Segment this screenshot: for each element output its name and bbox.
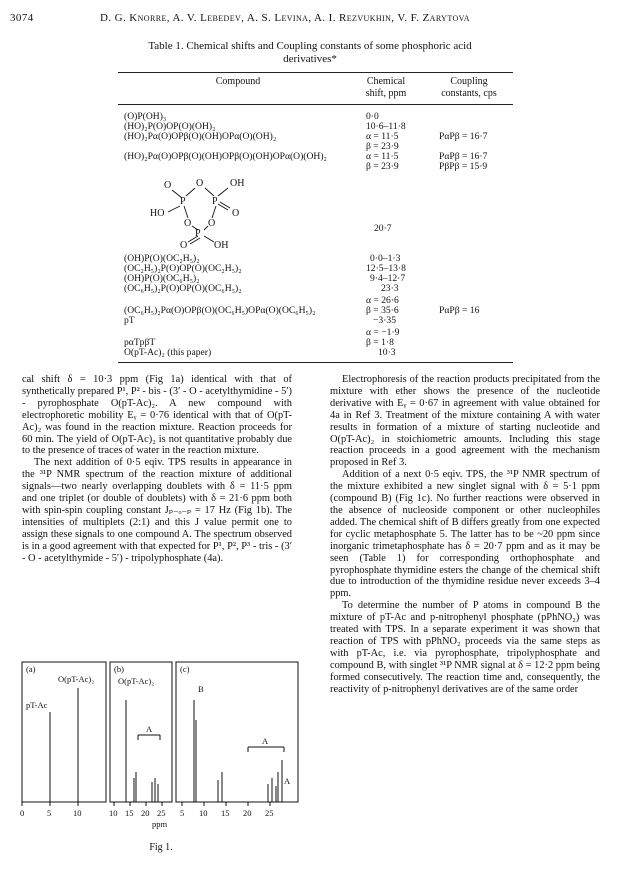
struct-atom: O [232, 208, 240, 219]
table-cell-shift: α = −1·9 [366, 327, 400, 338]
table-cell-shift: 0·0–1·3 [370, 253, 401, 264]
axis-unit: ppm [152, 819, 168, 829]
table-cell-compound: (HO)₂Pα(O)OPβ(O)(OH)OPβ(O)(OH)OPα(O)(OH)₂ [124, 151, 327, 162]
table-cell-shift: 10·6–11·8 [366, 121, 406, 132]
table-cell-coupling: PαPβ = 16·7 [439, 151, 488, 162]
header-coupling [428, 76, 510, 100]
panel-c-label: (c) [180, 664, 190, 674]
struct-atom: P [212, 196, 218, 207]
paragraph: The next addition of 0·5 eqiv. TPS results in appearance in the ³¹P NMR spectrum of the reaction mixture of additional signals—two nearly overlapping doublets with δ = 11·5 ppm and one triplet (or double of doublets) with δ = 21·6 ppm both with spin-spin coupling constant Jₚ₋ₒ₋ₚ = 17 Hz (Fig 1b). The intensities of multiplets (2:1) and this J value permit one to assign these signals to one compound A. The spectrum observed is in a good agreement with that expected for P¹, P², P³ - tris - (3′ - O - acetylthymide - 5′) - tripolyphosphate (4a). [22, 457, 292, 564]
struct-atom: O [164, 180, 172, 191]
tick-label: 0 [20, 808, 25, 818]
table-caption [110, 40, 510, 66]
table-cell-compound: pαTpβT [124, 337, 156, 348]
tick-label: 10 [199, 808, 208, 818]
tick-label: 20 [141, 808, 150, 818]
table-cell-compound: (HO)₂Pα(O)OPβ(O)(OH)OPα(O)(OH)₂ [124, 131, 277, 142]
table-cell-compound: (OC₆H₅)₂Pα(O)OPβ(O)(OC₆H₅)OPα(O)(OC₆H₅)₂ [124, 305, 316, 316]
tick-label: 15 [221, 808, 230, 818]
table-cell-shift: α = 26·6 [366, 295, 399, 306]
label-ptac: pT-Ac [26, 700, 48, 710]
tick-label: 20 [243, 808, 252, 818]
label-optac2-a: O(pT-Ac)₂ [58, 674, 95, 684]
tick-label: 25 [157, 808, 166, 818]
header-shift-line-1: Chemical [366, 76, 406, 87]
tick-label: 5 [180, 808, 185, 818]
paragraph: To determine the number of P atoms in compound B the mixture of pT-Ac and p-nitrophenyl phosphate (pPhNO₂) was treated with TPS. In a separate experiment it was shown that reaction of TPS with pPhNO₂ proceeds via the same steps as with pT-Ac, i.e. via pyrophosphate, tripolyphosphate and compound B, with singlet ³¹P NMR signal at δ = 12·2 ppm being formed consecutively. The reaction time and, consequently, the reactivity of p-nitrophenyl derivatives are of the same order [330, 600, 600, 695]
table-cell-shift: 9·4–12·7 [370, 273, 406, 284]
table-top-rule [118, 72, 513, 73]
panel-b-label: (b) [114, 664, 124, 674]
table-cell-coupling: PαPβ = 16·7 [439, 131, 488, 142]
label-B: B [198, 684, 204, 694]
tick-label: 10 [73, 808, 82, 818]
table-cell-coupling: PαPβ = 16 [439, 305, 480, 316]
struct-atom: HO [150, 208, 165, 219]
page-number: 3074 [10, 12, 34, 24]
header-shift [354, 76, 418, 100]
table-cell-shift: 20·7 [374, 223, 392, 234]
table-cell-shift: 23·3 [381, 283, 399, 294]
table-cell-shift: 10·3 [378, 347, 396, 358]
table-cell-shift: 0·0 [366, 111, 379, 122]
table-cell-shift: α = 11·5 [366, 131, 399, 142]
header-coupling-line-2: constants, cps [441, 88, 497, 99]
table-cell-compound: O(pT-Ac)₂ (this paper) [124, 347, 212, 358]
tick-label: 15 [125, 808, 134, 818]
header-compound: Compound [215, 76, 261, 87]
struct-atom: O [180, 240, 188, 251]
left-text-column [22, 374, 292, 565]
label-A-c2: A [284, 776, 291, 786]
struct-atom: OH [214, 240, 229, 251]
struct-atom: P [195, 228, 201, 239]
trimetaphosphate-structure [148, 174, 268, 251]
table-bottom-rule [118, 362, 513, 363]
table-cell-compound: (OC₆H₅)₂P(O)OP(O)(OC₆H₅)₂ [124, 283, 242, 294]
table-cell-compound: (O)P(OH)₃ [124, 111, 167, 122]
table-cell-shift: β = 23·9 [366, 161, 399, 172]
tick-label: 25 [265, 808, 274, 818]
struct-atom: OH [230, 178, 245, 189]
struct-atom: O [208, 218, 216, 229]
table-cell-coupling: PβPβ = 15·9 [439, 161, 488, 172]
author-line: D. G. Knorre, A. V. Lebedev, A. S. Levina, A. I. Rezvukhin, V. F. Zarytova [100, 12, 470, 24]
table-cell-compound: (OH)P(O)(OC₆H₅)₂ [124, 273, 200, 284]
table-caption-line-2: derivatives* [283, 53, 337, 65]
table-header-rule [118, 104, 513, 105]
panel-a-label: (a) [26, 664, 36, 674]
label-optac2-b: O(pT-Ac)₂ [118, 676, 155, 686]
header-coupling-line-1: Coupling [450, 76, 488, 87]
paragraph: Addition of a next 0·5 eqiv. TPS, the ³¹P NMR spectrum of the mixture exhibited a new singlet signal with δ = 5·1 ppm (compound B) (Fig 1c). No further reactions were observed in the absence of nucleoside component or other nucleophiles added. The chemical shift of B differs greatly from one expected for cyclic metaphosphate 5. The latter has to be ~20 ppm since inorganic trimetaphosphate has δ = 20·7 ppm and as it may be seen (Table 1) for corresponding orthophosphate and pyrophosphate thymidine esters the change of the chemical shift due to introduction of the thymidine residue never exceeds 3–4 ppm. [330, 469, 600, 600]
paragraph: Electrophoresis of the reaction products precipitated from the mixture with ether shows the presence of the nucleotide derivative with Eᵧ = 0·67 in agreement with value obtained for 4a in Ref 3. Treatment of the mixture containing A with water results in formation of a mixture of starting nucleotide and O(pT-Ac)₂ in stoichiometric amounts. Including this stage reaction proceeds in a good agreement with the mechanism proposed in Ref 3. [330, 374, 600, 469]
struct-atom: O [184, 218, 192, 229]
table-cell-compound: (OH)P(O)(OC₂H₅)₂ [124, 253, 200, 264]
struct-atom: O [196, 178, 204, 189]
paragraph: cal shift δ = 10·3 ppm (Fig 1a) identical with that of synthetically prepared P¹, P² - bis - (3′ - O - acetylthymidine - 5′) - pyrophosphate O(pT-Ac)₂. A new compound with electrophoretic mobility Eᵧ = 0·76 identical with that of O(pT-Ac)₂ was found in the reaction mixture. Reaction proceeds for 60 min. The yield of O(pT-Ac)₂ is not quantitative probably due to the presence of traces of water in the reaction mixture. [22, 374, 292, 457]
table-cell-shift: −3·35 [373, 315, 396, 326]
struct-atom: P [180, 196, 186, 207]
label-A-b: A [146, 724, 153, 734]
tick-label: 5 [47, 808, 52, 818]
table-caption-line-1: Table 1. Chemical shifts and Coupling constants of some phosphoric acid [148, 40, 472, 52]
table-cell-shift: β = 23·9 [366, 141, 399, 152]
header-shift-line-2: shift, ppm [365, 88, 407, 99]
nmr-spectra-figure [22, 660, 300, 828]
tick-label: 10 [109, 808, 118, 818]
table-cell-shift: β = 35·6 [366, 305, 399, 316]
figure-caption: Fig 1. [149, 842, 173, 853]
table-cell-compound: (HO)₂P(O)OP(O)(OH)₂ [124, 121, 216, 132]
table-cell-shift: β = 1·8 [366, 337, 394, 348]
table-cell-compound: pT [124, 315, 135, 326]
right-text-column [330, 374, 600, 695]
table-cell-shift: 12·5–13·8 [366, 263, 406, 274]
table-cell-compound: (OC₂H₅)₂P(O)OP(O)(OC₂H₅)₂ [124, 263, 242, 274]
label-A-c: A [262, 736, 269, 746]
table-cell-shift: α = 11·5 [366, 151, 399, 162]
